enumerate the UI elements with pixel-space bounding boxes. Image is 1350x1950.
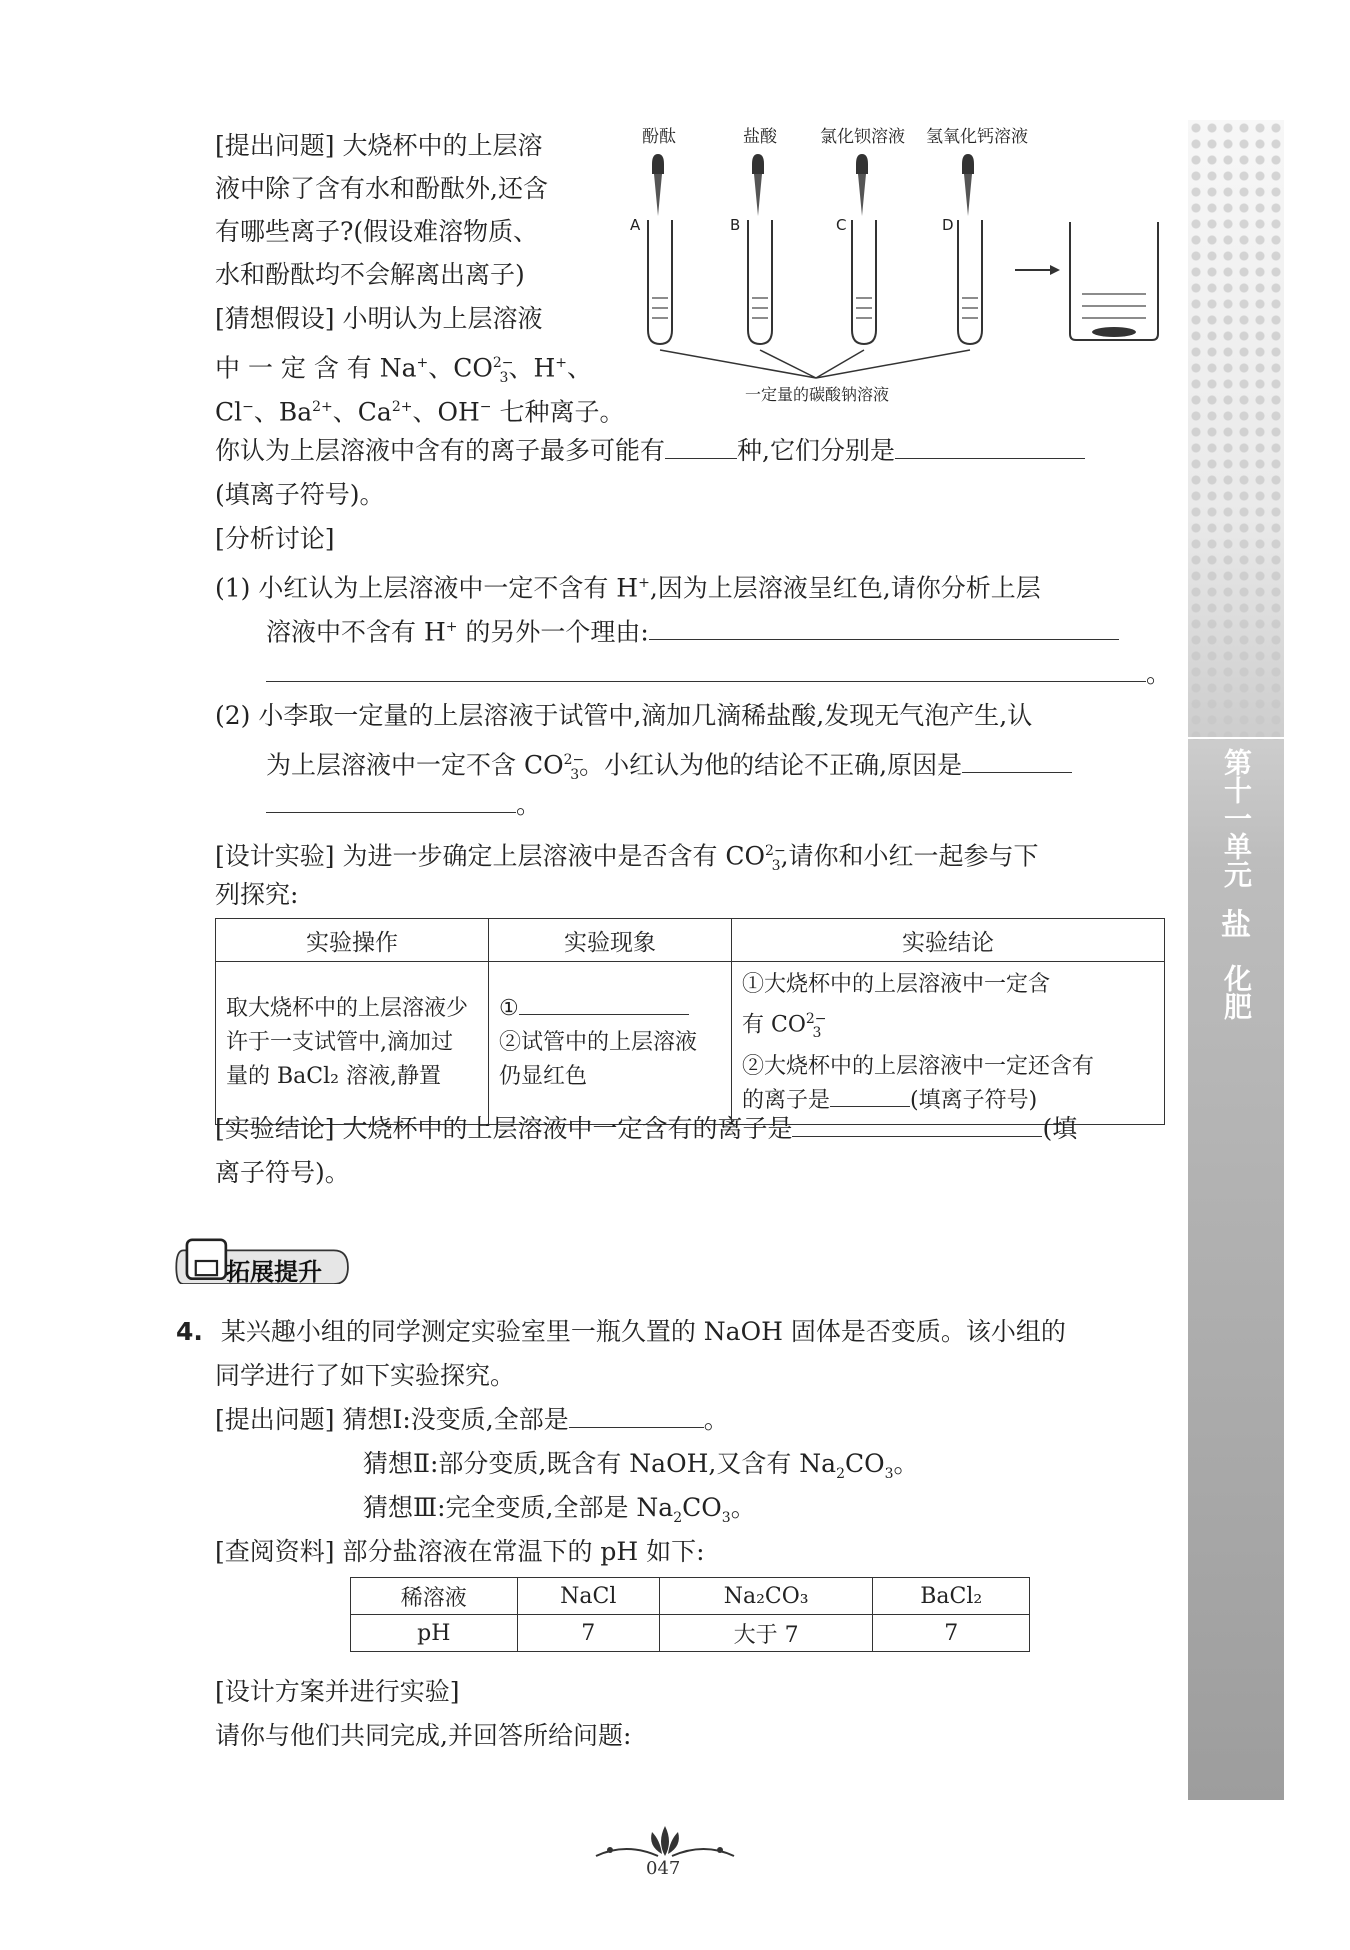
table-cell: BaCl₂ <box>873 1578 1030 1615</box>
answer-blank[interactable] <box>569 1401 704 1428</box>
reagent-label: 盐酸 <box>743 127 777 147</box>
hypothesis-1: [提出问题] 猜想Ⅰ:没变质,全部是 。 <box>215 1401 729 1439</box>
chapter-title <box>1212 748 1260 1020</box>
analysis-2-line-1: (2) 小李取一定量的上层溶液于试管中,滴加几滴稀盐酸,发现无气泡产生,认 <box>215 701 1033 730</box>
conclusion-line-2: 离子符号)。 <box>215 1158 350 1187</box>
analysis-heading: [分析讨论] <box>215 524 335 553</box>
table-cell: pH <box>351 1615 518 1652</box>
table-cell-conclusion: ①大烧杯中的上层溶液中一定含 有 $CO^{2-}_3$ ②大烧杯中的上层溶液中一定还含有 的离子是 (填离子符号) <box>732 962 1165 1125</box>
analysis-1-line-2: 溶液中不含有 H+ 的另外一个理由: <box>266 608 1119 651</box>
design-line-1: [设计实验] 为进一步确定上层溶液中是否含有 $CO^{2-}_3$,请你和小红一起参与下 <box>215 841 1039 875</box>
experiment-table <box>215 918 1165 1125</box>
q4-line-1: 4. 某兴趣小组的同学测定实验室里一瓶久置的 NaOH 固体是否变质。该小组的 <box>176 1317 1066 1346</box>
q4-line-2: 同学进行了如下实验探究。 <box>215 1361 516 1390</box>
plan-prompt: 请你与他们共同完成,并回答所给问题: <box>215 1721 632 1750</box>
q3-line-5: [猜想假设] 小明认为上层溶液 <box>215 304 543 333</box>
precipitate <box>1092 327 1136 337</box>
table-header: 实验操作 <box>216 919 489 962</box>
tube-label: A <box>630 216 641 234</box>
table-cell-operation: 取大烧杯中的上层溶液少 许于一支试管中,滴加过 量的 BaCl₂ 溶液,静置 <box>216 962 489 1125</box>
table-header: 实验现象 <box>489 919 732 962</box>
question-number: 4. <box>176 1317 203 1346</box>
table-cell: 7 <box>873 1615 1030 1652</box>
test-tube-c <box>852 220 876 344</box>
table-cell: 稀溶液 <box>351 1578 518 1615</box>
analysis-1-line-1: (1) 小红认为上层溶液中一定不含有 H+,因为上层溶液呈红色,请你分析上层 <box>215 573 1041 603</box>
beaker <box>1070 222 1158 340</box>
analysis-2-line-2: 为上层溶液中一定不含 $CO^{2-}_3$。小红认为他的结论不正确,原因是 <box>266 741 1072 794</box>
dropper-icon <box>856 154 868 216</box>
q3-line-7: Cl−、$Ba^{2+}$、$Ca^{2+}$、OH− 七种离子。 <box>215 397 625 427</box>
tube-label: B <box>730 216 741 234</box>
analysis-1-line-3: 。 <box>266 655 1171 693</box>
answer-blank[interactable] <box>649 613 1119 640</box>
sideband-divider <box>1188 737 1284 739</box>
dropper-icon <box>652 154 664 216</box>
q3-line-1: [提出问题] 大烧杯中的上层溶 <box>215 131 543 160</box>
test-tube-a <box>648 220 672 344</box>
answer-blank[interactable] <box>266 786 516 813</box>
extension-badge-label: 拓展提升 <box>226 1258 322 1286</box>
ph-table <box>350 1577 1030 1652</box>
table-cell: NaCl <box>517 1578 659 1615</box>
sideband-dot-pattern <box>1188 120 1284 740</box>
table-cell-phenomenon: ① ②试管中的上层溶液 仍显红色 <box>489 962 732 1125</box>
design-line-2: 列探究: <box>215 880 299 909</box>
arrow-right-icon <box>1015 265 1060 275</box>
test-tube-b <box>748 220 772 344</box>
test-tube-d <box>958 220 982 344</box>
page-number: 047 <box>646 1858 681 1879</box>
reagent-label: 酚酞 <box>642 127 676 147</box>
tube-label: D <box>942 216 954 234</box>
q3-line-4: 水和酚酞均不会解离出离子) <box>215 260 525 289</box>
q3-line-6: 中 一 定 含 有 Na+、$CO^{2-}_3$、H+、 <box>215 353 592 387</box>
chapter-label: 第十一单元 <box>1220 748 1253 888</box>
table-cell: Na₂CO₃ <box>659 1578 872 1615</box>
reagent-label: 氯化钡溶液 <box>820 127 905 147</box>
answer-blank[interactable] <box>830 1084 910 1107</box>
diagram-caption: 一定量的碳酸钠溶液 <box>745 385 890 404</box>
answer-blank[interactable] <box>266 655 1146 682</box>
answer-blank[interactable] <box>519 992 689 1015</box>
q3-line-9: (填离子符号)。 <box>215 480 385 509</box>
table-cell: 7 <box>517 1615 659 1652</box>
analysis-2-line-3: 。 <box>266 786 541 824</box>
chapter-title-2: 化肥 <box>1220 964 1253 1020</box>
q3-line-2: 液中除了含有水和酚酞外,还含 <box>215 174 548 203</box>
q3-line-8: 你认为上层溶液中含有的离子最多可能有 种,它们分别是 <box>215 432 1085 470</box>
answer-blank[interactable] <box>665 432 737 459</box>
hypothesis-2: 猜想Ⅱ:部分变质,既含有 NaOH,又含有 $Na_2CO_3$。 <box>363 1449 919 1482</box>
experiment-diagram <box>630 118 1170 408</box>
reagent-label: 氢氧化钙溶液 <box>926 127 1028 147</box>
dropper-icon <box>752 154 764 216</box>
disk-icon <box>187 1240 226 1279</box>
answer-blank[interactable] <box>895 432 1085 459</box>
chapter-title-1: 盐 <box>1221 908 1251 943</box>
answer-blank[interactable] <box>792 1110 1042 1137</box>
plan-heading: [设计方案并进行实验] <box>215 1677 460 1706</box>
tube-label: C <box>836 216 847 234</box>
hypothesis-3: 猜想Ⅲ:完全变质,全部是 $Na_2CO_3$。 <box>363 1493 756 1526</box>
answer-blank[interactable] <box>962 746 1072 773</box>
conclusion-line-1: [实验结论] 大烧杯中的上层溶液中一定含有的离子是 (填 <box>215 1110 1077 1148</box>
q3-line-3: 有哪些离子?(假设难溶物质、 <box>215 217 539 246</box>
dropper-icon <box>962 154 974 216</box>
reference-line: [查阅资料] 部分盐溶液在常温下的 pH 如下: <box>215 1537 705 1566</box>
table-header: 实验结论 <box>732 919 1165 962</box>
table-cell: 大于 7 <box>659 1615 872 1652</box>
